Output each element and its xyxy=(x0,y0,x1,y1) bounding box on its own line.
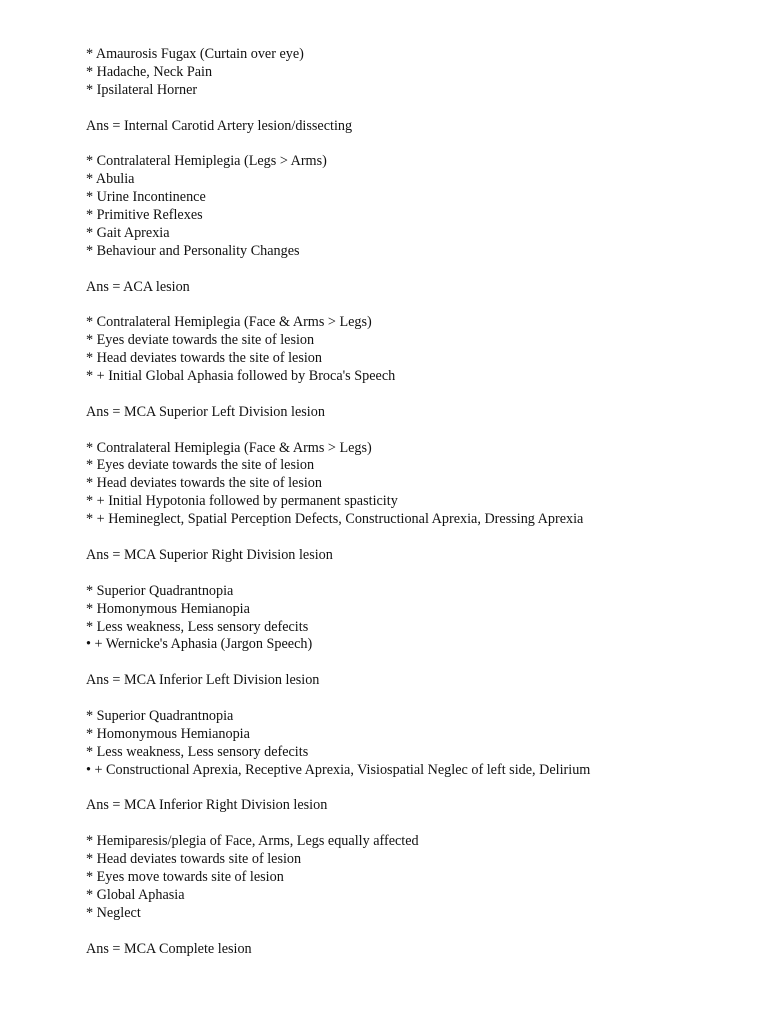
symptom-item: * Superior Quadrantnopia xyxy=(86,707,234,724)
spacer xyxy=(86,565,768,583)
spacer xyxy=(86,654,768,672)
spacer xyxy=(86,780,768,798)
symptom-item: * Head deviates towards the site of lesion xyxy=(86,475,322,492)
answer-line: Ans = MCA Superior Left Division lesion xyxy=(86,403,325,420)
spacer xyxy=(86,135,768,153)
symptom-item: * Primitive Reflexes xyxy=(86,207,203,224)
symptom-item: * Eyes move towards site of lesion xyxy=(86,868,284,885)
symptom-block xyxy=(86,314,768,439)
document-body xyxy=(86,46,768,958)
spacer xyxy=(86,815,768,833)
spacer xyxy=(86,100,768,118)
symptom-item: * Superior Quadrantnopia xyxy=(86,582,234,599)
symptom-item: * + Initial Global Aphasia followed by Broca's Speech xyxy=(86,368,396,385)
symptom-block xyxy=(86,46,768,153)
answer-line: Ans = Internal Carotid Artery lesion/dissecting xyxy=(86,117,353,134)
symptom-item: * Amaurosis Fugax (Curtain over eye) xyxy=(86,46,304,62)
symptom-item: * Abulia xyxy=(86,171,135,188)
symptom-block xyxy=(86,153,768,314)
symptom-block xyxy=(86,440,768,583)
symptom-item: * Neglect xyxy=(86,904,141,921)
symptom-item: * Contralateral Hemiplegia (Face & Arms > Legs) xyxy=(86,439,372,456)
symptom-item: * Less weakness, Less sensory defecits xyxy=(86,618,309,635)
symptom-item: * Less weakness, Less sensory defecits xyxy=(86,743,309,760)
symptom-item: * Hadache, Neck Pain xyxy=(86,63,213,80)
spacer xyxy=(86,923,768,941)
symptom-item: * Eyes deviate towards the site of lesion xyxy=(86,332,315,349)
spacer xyxy=(86,529,768,547)
symptom-item: * Ipsilateral Horner xyxy=(86,81,198,98)
symptom-item: * Behaviour and Personality Changes xyxy=(86,242,300,259)
symptom-item: * Urine Incontinence xyxy=(86,189,206,206)
symptom-item: * Homonymous Hemianopia xyxy=(86,600,250,617)
symptom-item: * + Hemineglect, Spatial Perception Defects, Constructional Aprexia, Dressing Aprexia xyxy=(86,511,584,528)
symptom-item: * Gait Aprexia xyxy=(86,224,170,241)
symptom-block xyxy=(86,583,768,708)
symptom-item: * Contralateral Hemiplegia (Face & Arms > Legs) xyxy=(86,314,372,331)
symptom-item: * Head deviates towards site of lesion xyxy=(86,851,302,868)
spacer xyxy=(86,261,768,279)
symptom-item: * Contralateral Hemiplegia (Legs > Arms) xyxy=(86,153,327,170)
symptom-item: * Eyes deviate towards the site of lesion xyxy=(86,457,315,474)
symptom-block xyxy=(86,833,768,958)
answer-line: Ans = MCA Complete lesion xyxy=(86,940,252,957)
spacer xyxy=(86,386,768,404)
symptom-item: • + Constructional Aprexia, Receptive Aprexia, Visiospatial Neglec of left side, Delirium xyxy=(86,761,591,778)
answer-line: Ans = MCA Inferior Right Division lesion xyxy=(86,797,328,814)
answer-line: Ans = ACA lesion xyxy=(86,278,190,295)
spacer xyxy=(86,296,768,314)
symptom-item: * Global Aphasia xyxy=(86,886,185,903)
spacer xyxy=(86,690,768,708)
answer-line: Ans = MCA Inferior Left Division lesion xyxy=(86,672,320,689)
symptom-item: * Hemiparesis/plegia of Face, Arms, Legs equally affected xyxy=(86,833,419,850)
symptom-block xyxy=(86,708,768,833)
answer-line: Ans = MCA Superior Right Division lesion xyxy=(86,546,333,563)
spacer xyxy=(86,422,768,440)
symptom-item: * + Initial Hypotonia followed by permanent spasticity xyxy=(86,493,398,510)
symptom-item: • + Wernicke's Aphasia (Jargon Speech) xyxy=(86,636,313,653)
symptom-item: * Head deviates towards the site of lesion xyxy=(86,350,322,367)
symptom-item: * Homonymous Hemianopia xyxy=(86,725,250,742)
